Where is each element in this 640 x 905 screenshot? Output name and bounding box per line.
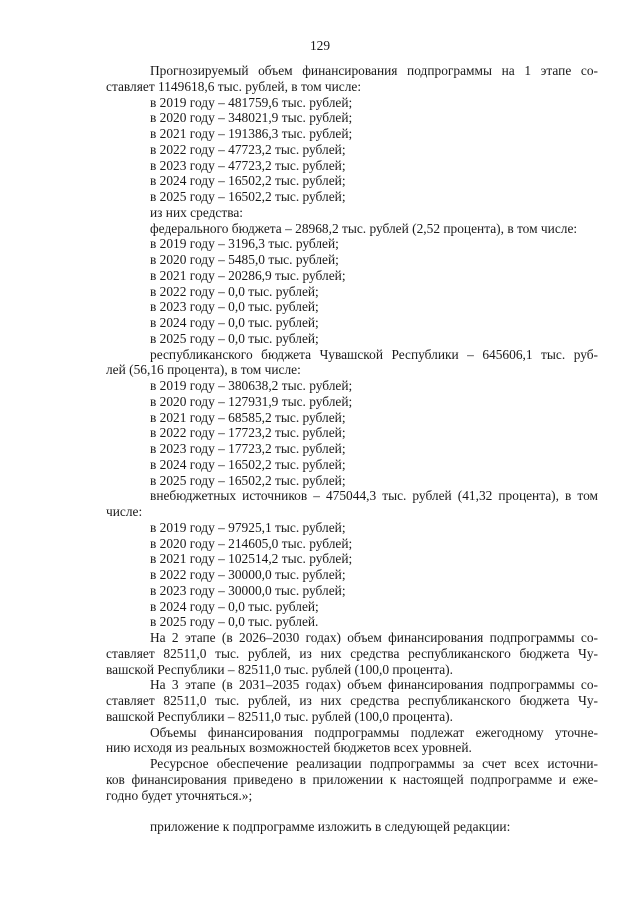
text-line: в 2020 году – 5485,0 тыс. рублей; [150,252,339,267]
text-line: лей (56,16 процента), в том числе: [106,362,301,378]
text-line: в 2023 году – 0,0 тыс. рублей; [150,299,319,315]
text-line: в 2022 году – 0,0 тыс. рублей; [150,283,319,299]
text-line: в 2025 году – 0,0 тыс. рублей; [150,330,319,346]
text-line: из них средства: [150,204,244,220]
text-line: в 2024 году – 0,0 тыс. рублей; [150,598,319,614]
text-line: числе: [106,504,143,519]
text-line: ставляет 82511,0 тыс. рублей, из них средства республиканского бюджета Чу- [106,645,598,661]
text-line: в 2019 году – 380638,2 тыс. рублей; [150,378,353,393]
text-line: Ресурсное обеспечение реализации подпрограммы за счет всех источни- [150,756,598,771]
text-line: федерального бюджета – 28968,2 тыс. рублей (2,52 процента), в том числе: [150,220,578,236]
text-line: в 2021 году – 191386,3 тыс. рублей; [150,126,353,141]
text-line: в 2023 году – 17723,2 тыс. рублей; [150,441,346,456]
text-line: внебюджетных источников – 475044,3 тыс. рублей (41,32 процента), в том [150,488,598,504]
text-line: нию исходя из реальных возможностей бюджетов всех уровней. [106,740,472,756]
text-line: в 2023 году – 47723,2 тыс. рублей; [150,157,346,173]
text-line: в 2023 году – 30000,0 тыс. рублей; [150,582,346,598]
text-line: республиканского бюджета Чувашской Республики – 645606,1 тыс. руб- [150,346,598,362]
text-line: в 2021 году – 68585,2 тыс. рублей; [150,409,346,425]
text-line: в 2025 году – 0,0 тыс. рублей. [150,614,319,630]
text-line: в 2020 году – 127931,9 тыс. рублей; [150,393,353,409]
text-line: Объемы финансирования подпрограммы подлежат ежегодному уточне- [150,724,598,740]
text-line: На 2 этапе (в 2026–2030 годах) объем финансирования подпрограммы со- [150,630,598,645]
text-line: На 3 этапе (в 2031–2035 годах) объем финансирования подпрограммы со- [150,677,598,693]
text-line: в 2025 году – 16502,2 тыс. рублей; [150,189,346,204]
text-line: в 2025 году – 16502,2 тыс. рублей; [150,472,346,488]
text-line: в 2022 году – 47723,2 тыс. рублей; [150,141,346,157]
text-line: годно будет уточняться.»; [106,787,253,803]
text-line: в 2021 году – 20286,9 тыс. рублей; [150,267,346,283]
text-line: вашской Республики – 82511,0 тыс. рублей (100,0 процента). [106,661,453,677]
text-line: приложение к подпрограмме изложить в следующей редакции: [150,819,511,834]
blank-line [106,803,598,819]
text-line: в 2022 году – 17723,2 тыс. рублей; [150,425,346,441]
text-line: в 2019 году – 481759,6 тыс. рублей; [150,94,353,110]
text-line: ставляет 1149618,6 тыс. рублей, в том числе: [106,78,362,94]
text-line: ков финансирования приведено в приложении к настоящей подпрограмме и еже- [106,771,598,787]
text-line: в 2020 году – 214605,0 тыс. рублей; [150,535,353,551]
text-line: в 2022 году – 30000,0 тыс. рублей; [150,567,346,582]
text-line: в 2020 году – 348021,9 тыс. рублей; [150,110,353,126]
text-line: в 2019 году – 3196,3 тыс. рублей; [150,236,339,252]
text-line: Прогнозируемый объем финансирования подпрограммы на 1 этапе со- [150,63,598,78]
text-line: в 2024 году – 16502,2 тыс. рублей; [150,456,346,472]
text-line: в 2021 году – 102514,2 тыс. рублей; [150,551,353,567]
text-line: в 2019 году – 97925,1 тыс. рублей; [150,519,346,535]
page-number: 129 [309,38,331,53]
text-line: вашской Республики – 82511,0 тыс. рублей (100,0 процента). [106,708,453,724]
text-line: в 2024 году – 16502,2 тыс. рублей; [150,173,346,189]
text-line: ставляет 82511,0 тыс. рублей, из них средства республиканского бюджета Чу- [106,693,598,708]
text-line: в 2024 году – 0,0 тыс. рублей; [150,315,319,330]
body-text [106,63,598,835]
